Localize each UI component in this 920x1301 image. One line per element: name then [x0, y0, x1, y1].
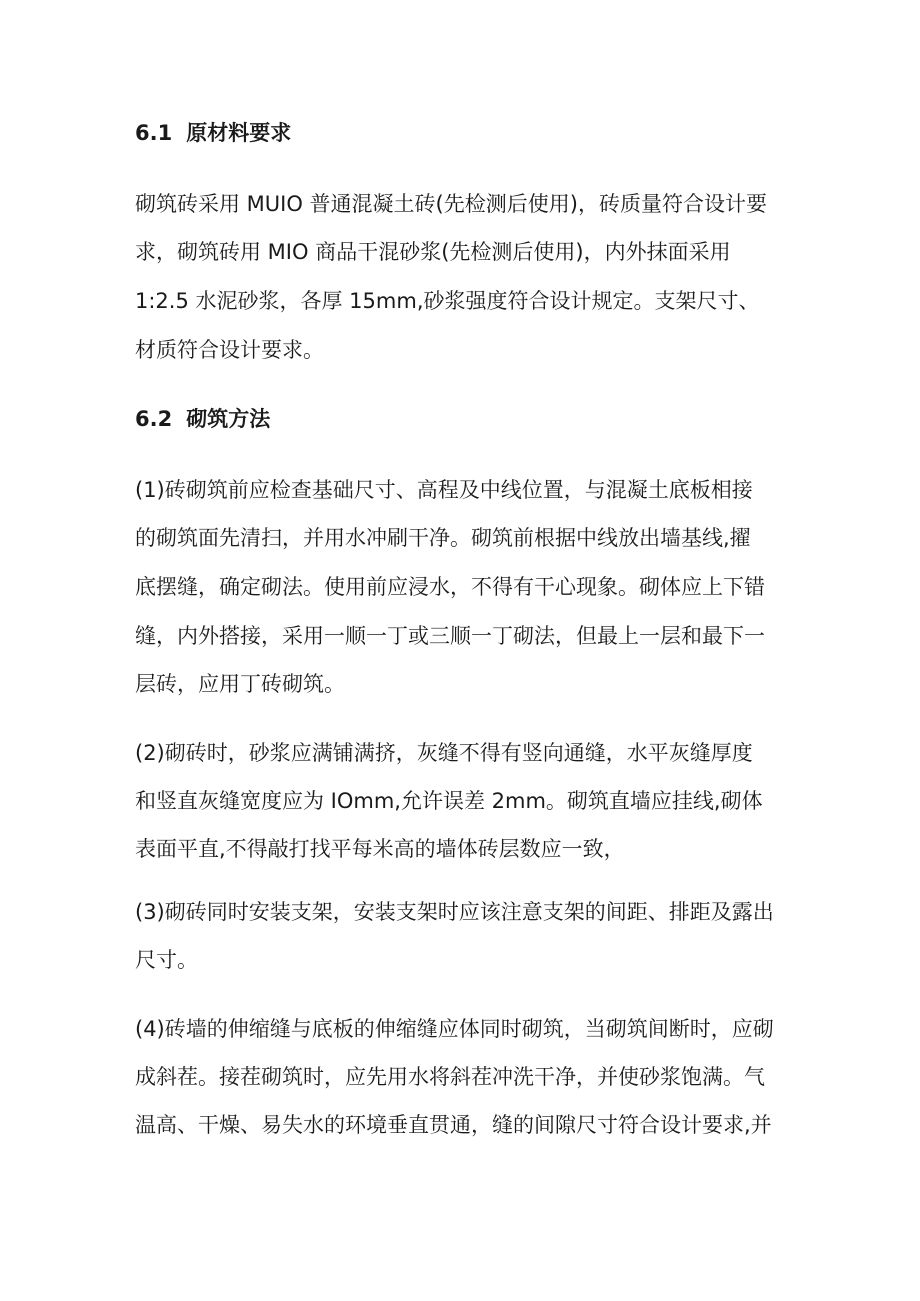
paragraph-line: (2)砌砖时，砂浆应满铺满挤，灰缝不得有竖向通缝，水平灰缝厚度 — [135, 741, 753, 765]
section-heading-6-2 — [135, 404, 270, 434]
paragraph-line: 1:2.5 水泥砂浆，各厚 15mm,砂浆强度符合设计规定。支架尺寸、 — [135, 289, 760, 313]
paragraph-line: 材质符合设计要求。 — [135, 338, 324, 362]
paragraph-line: 和竖直灰缝宽度应为 IOmm,允许误差 2mm。砌筑直墙应挂线,砌体 — [135, 789, 763, 813]
paragraph-line: (1)砖砌筑前应检查基础尺寸、高程及中线位置，与混凝土底板相接 — [135, 478, 753, 502]
paragraph-line: 的砌筑面先清扫，并用水冲刷干净。砌筑前根据中线放出墙基线,擢 — [135, 526, 751, 550]
paragraph-line: 成斜茬。接茬砌筑时，应先用水将斜茬冲洗干净，并使砂浆饱满。气 — [135, 1065, 765, 1089]
section-heading-6-1 — [135, 118, 291, 148]
paragraph-line: (4)砖墙的伸缩缝与底板的伸缩缝应体同时砌筑，当砌筑间断时，应砌 — [135, 1017, 774, 1041]
section-title: 原材料要求 — [186, 121, 292, 145]
paragraph-line: 尺寸。 — [135, 948, 198, 972]
paragraph-line: (3)砌砖同时安装支架，安装支架时应该注意支架的间距、排距及露出 — [135, 900, 774, 924]
paragraph-line: 砌筑砖采用 MUIO 普通混凝土砖(先检测后使用)，砖质量符合设计要 — [135, 192, 767, 216]
section-number: 6.1 — [135, 121, 173, 145]
paragraph-line: 温高、干燥、易失水的环境垂直贯通，缝的间隙尺寸符合设计要求,并 — [135, 1113, 772, 1137]
section-number: 6.2 — [135, 407, 173, 431]
section-title: 砌筑方法 — [186, 407, 271, 431]
paragraph-line: 底摆缝，确定砌法。使用前应浸水，不得有干心现象。砌体应上下错 — [135, 575, 765, 599]
paragraph-line: 层砖，应用丁砖砌筑。 — [135, 672, 345, 696]
paragraph-line: 表面平直,不得敲打找平每米高的墙体砖层数应一致， — [135, 837, 625, 861]
paragraph-line: 求，砌筑砖用 MIO 商品干混砂浆(先检测后使用)，内外抹面采用 — [135, 240, 731, 264]
paragraph-line: 缝，内外搭接，采用一顺一丁或三顺一丁砌法，但最上一层和最下一 — [135, 624, 765, 648]
